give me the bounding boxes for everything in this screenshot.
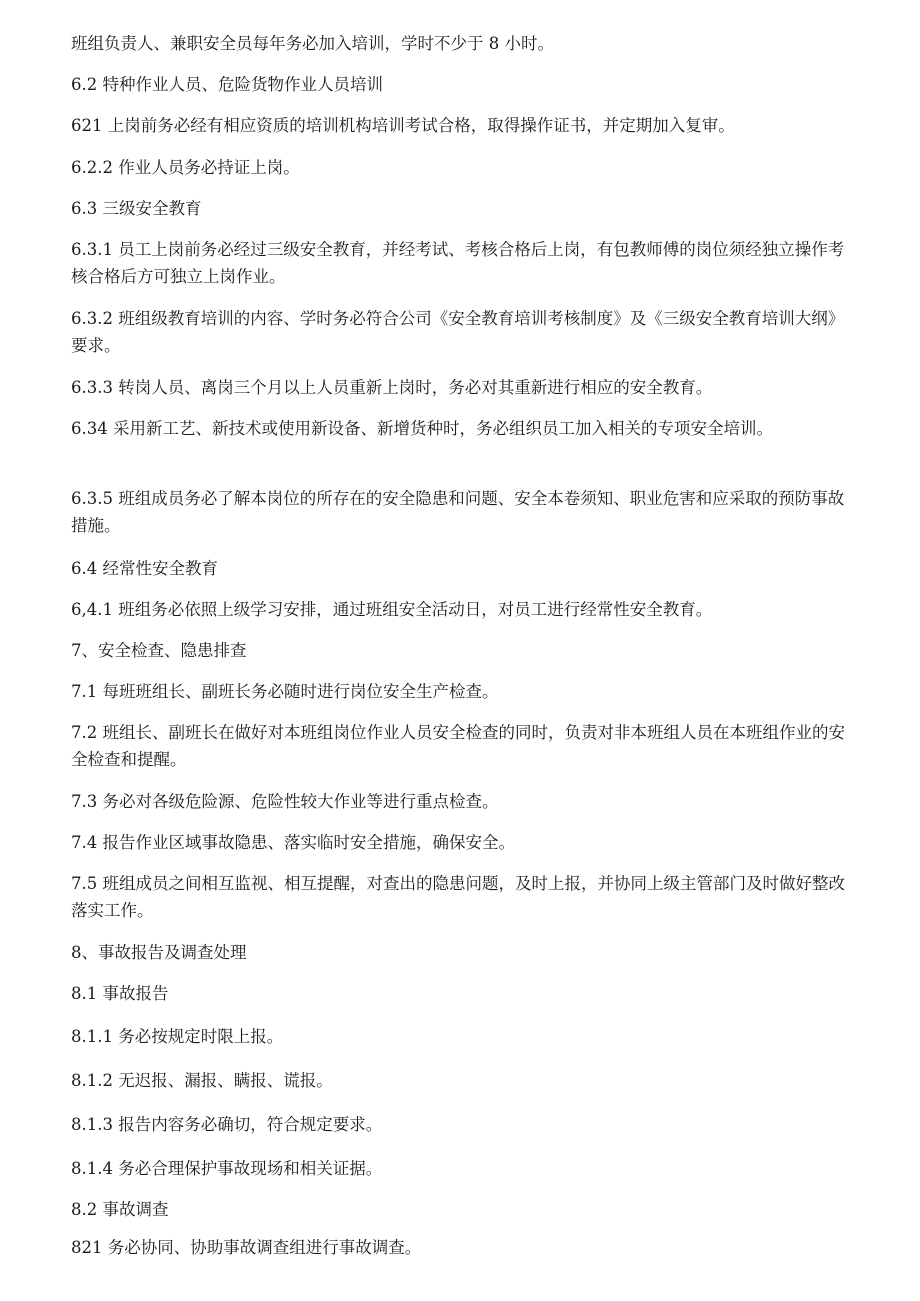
paragraph-6-3-3: 6.3.3 转岗人员、离岗三个月以上人员重新上岗时，务必对其重新进行相应的安全教育。 — [71, 378, 713, 397]
paragraph-6-3-2: 6.3.2 班组级教育培训的内容、学时务必符合公司《安全教育培训考核制度》及《三级安全教育培训大纲》要求。 — [71, 309, 845, 355]
heading-8: 8、事故报告及调查处理 — [71, 943, 247, 962]
paragraph-8-1-2: 8.1.2 无迟报、漏报、瞒报、谎报。 — [71, 1071, 333, 1090]
paragraph-6-3-1: 6.3.1 员工上岗前务必经过三级安全教育，并经考试、考核合格后上岗，有包教师傅的岗位须经独立操作考核合格后方可独立上岗作业。 — [71, 240, 845, 286]
heading-6-4: 6.4 经常性安全教育 — [71, 559, 218, 578]
paragraph-8-1-4: 8.1.4 务必合理保护事故现场和相关证据。 — [71, 1159, 383, 1178]
paragraph-training-hours: 班组负责人、兼职安全员每年务必加入培训，学时不少于 8 小时。 — [71, 34, 554, 53]
paragraph-6-3-4: 6.34 采用新工艺、新技术或使用新设备、新增货种时，务必组织员工加入相关的专项安全培训。 — [71, 419, 773, 438]
paragraph-6-3-5: 6.3.5 班组成员务必了解本岗位的所存在的安全隐患和问题、安全本卷须知、职业危害和应采取的预防事故措施。 — [71, 489, 845, 535]
paragraph-6-2-1: 621 上岗前务必经有相应资质的培训机构培训考试合格，取得操作证书，并定期加入复审。 — [71, 116, 735, 135]
paragraph-7-2: 7.2 班组长、副班长在做好对本班组岗位作业人员安全检查的同时，负责对非本班组人员在本班组作业的安全检查和提醒。 — [71, 723, 845, 769]
heading-8-2: 8.2 事故调查 — [71, 1200, 169, 1219]
paragraph-7-3: 7.3 务必对各级危险源、危险性较大作业等进行重点检查。 — [71, 792, 499, 811]
paragraph-7-1: 7.1 每班班组长、副班长务必随时进行岗位安全生产检查。 — [71, 682, 499, 701]
paragraph-6-2-2: 6.2.2 作业人员务必持证上岗。 — [71, 158, 300, 177]
paragraph-8-1-1: 8.1.1 务必按规定时限上报。 — [71, 1027, 284, 1046]
paragraph-7-5: 7.5 班组成员之间相互监视、相互提醒，对查出的隐患问题，及时上报，并协同上级主管部门及时做好整改落实工作。 — [71, 874, 845, 920]
paragraph-7-4: 7.4 报告作业区域事故隐患、落实临时安全措施，确保安全。 — [71, 833, 515, 852]
heading-6-2: 6.2 特种作业人员、危险货物作业人员培训 — [71, 75, 383, 94]
paragraph-8-2-1: 821 务必协同、协助事故调查组进行事故调查。 — [71, 1238, 422, 1257]
heading-8-1: 8.1 事故报告 — [71, 984, 169, 1003]
heading-6-3: 6.3 三级安全教育 — [71, 199, 202, 218]
heading-7: 7、安全检查、隐患排查 — [71, 641, 247, 660]
paragraph-8-1-3: 8.1.3 报告内容务必确切，符合规定要求。 — [71, 1115, 383, 1134]
paragraph-6-4-1: 6,4.1 班组务必依照上级学习安排，通过班组安全活动日，对员工进行经常性安全教育。 — [71, 600, 713, 619]
